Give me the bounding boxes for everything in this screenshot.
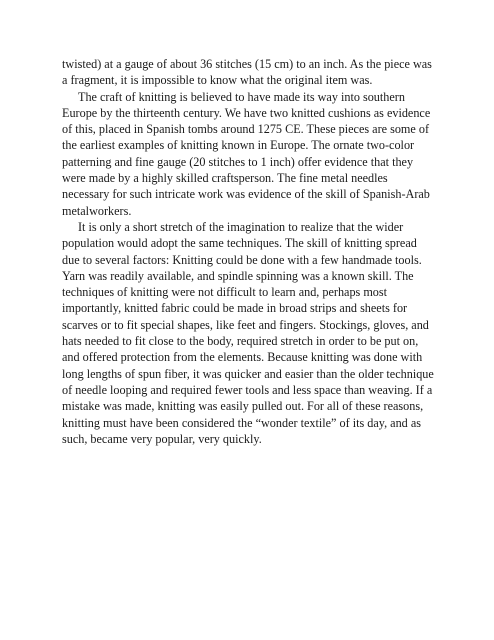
paragraph-1: twisted) at a gauge of about 36 stitches (15 cm) to an inch. As the piece was a fragment, it is impossible to know what the original item was.: [62, 57, 432, 88]
document-page: [62, 56, 436, 447]
paragraph-2: The craft of knitting is believed to have made its way into southern Europe by the thirteenth century. We have two knitted cushions as evidence of this, placed in Spanish tombs around 1275 CE. These pieces are some of the earliest examples of knitting known in Europe. The ornate two-color patterning and fine gauge (20 stitches to 1 inch) offer evidence that they were made by a highly skilled craftsperson. The fine metal needles necessary for such intricate work was evidence of the skill of Spanish-Arab metalworkers.: [62, 89, 431, 218]
paragraph-3: It is only a short stretch of the imagination to realize that the wider population would adopt the same techniques. The skill of knitting spread due to several factors: Knitting could be done with a few handmade tools. Yarn was readily available, and spindle spinning was a known skill. The techniques of knitting were not difficult to learn and, perhaps most importantly, knitted fabric could be made in broad strips and sheets for scarves or to fit special shapes, like feet and fingers. Stockings, gloves, and hats needed to fit close to the body, required stretch in order to be put on, and offered protection from the elements. Because knitting was done with long lengths of spun fiber, it was quicker and easier than the older technique of needle looping and required fewer tools and less space than weaving. If a mistake was made, knitting was easily pulled out. For all of these reasons, knitting must have been considered the “wonder textile” of its day, and as such, became very popular, very quickly.: [62, 219, 434, 446]
